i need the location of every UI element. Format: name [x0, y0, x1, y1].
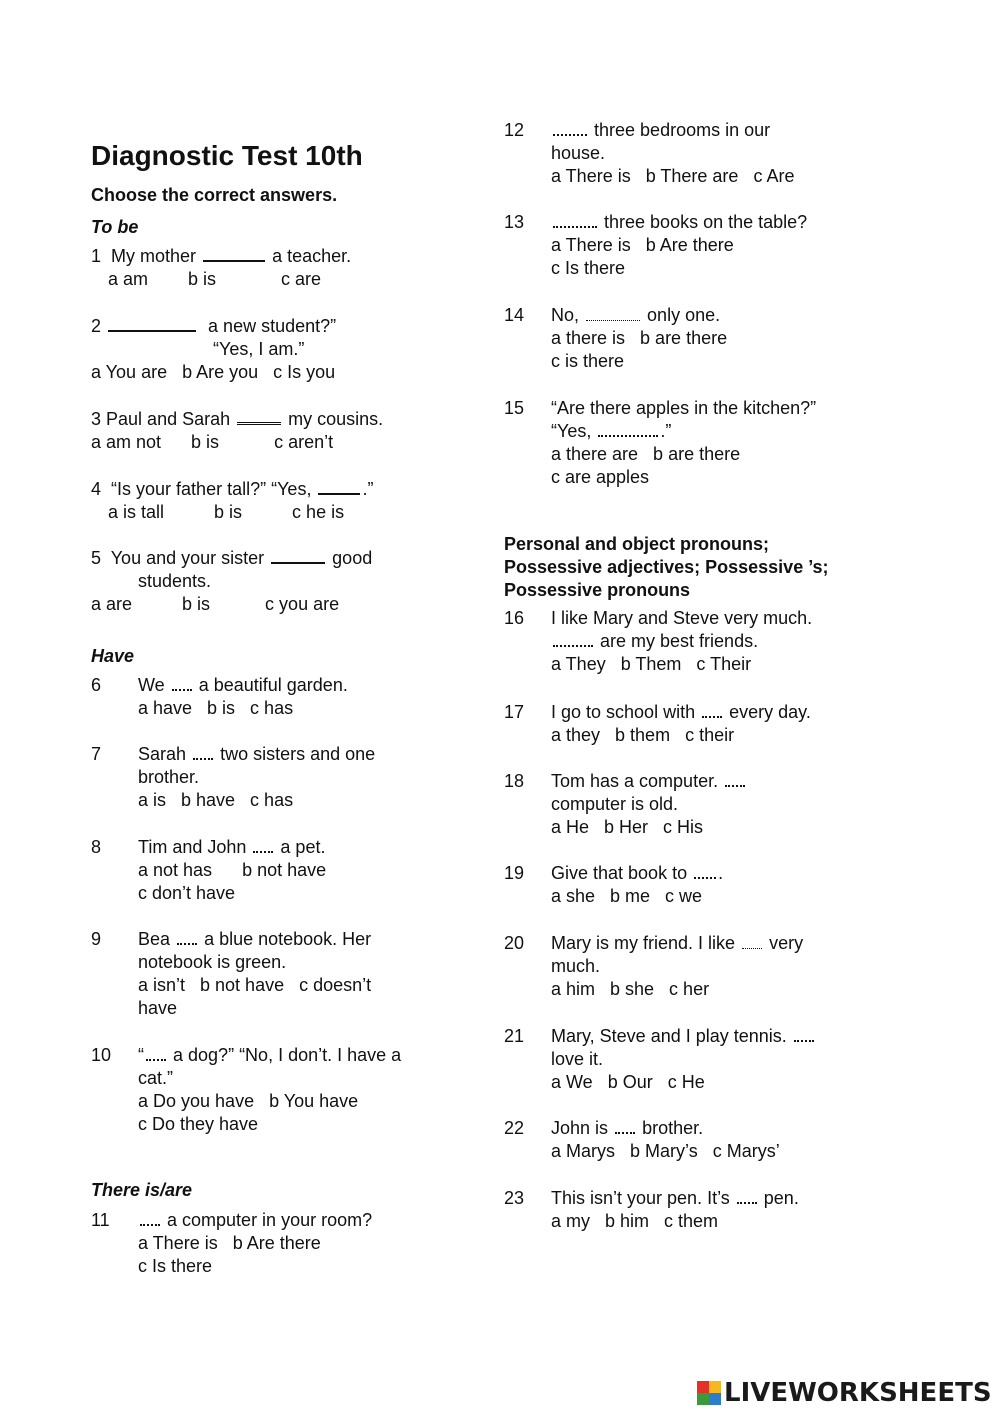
question-11: 11 a computer in your room? a There is b Are there c Is there: [91, 1210, 373, 1276]
answer-options[interactable]: a There is b Are there: [551, 235, 734, 255]
answer-blank[interactable]: [586, 319, 640, 321]
question-22: 22 John is brother. a Marys b Mary’s c Marys’: [504, 1118, 780, 1161]
answer-options[interactable]: c don’t have: [138, 883, 236, 903]
question-21: 21 Mary, Steve and I play tennis. love it. a We b Our c He: [504, 1025, 924, 1094]
page-title: Diagnostic Test 10th: [91, 140, 363, 171]
answer-options[interactable]: have: [138, 998, 178, 1018]
answer-options[interactable]: c is there: [551, 351, 625, 371]
answer-options[interactable]: a isn’t b not have c doesn’t: [138, 975, 372, 995]
answer-options[interactable]: a They b Them c Their: [551, 654, 752, 674]
answer-blank[interactable]: [694, 876, 716, 879]
question-6: 6 We a beautiful garden. a have b is c has: [91, 675, 348, 718]
answer-options[interactable]: c Is there: [138, 1256, 213, 1276]
answer-blank[interactable]: [193, 757, 213, 760]
answer-options[interactable]: a not has b not have: [138, 860, 327, 880]
answer-options[interactable]: a am b is c are: [108, 269, 322, 289]
question-10: 10 “ a dog?” “No, I don’t. I have a cat.” a Do you have b You have c Do they have: [91, 1045, 402, 1134]
answer-options[interactable]: a Do you have b You have: [138, 1091, 359, 1111]
answer-options[interactable]: a You are b Are you c Is you: [91, 362, 336, 382]
question-7: 7 Sarah two sisters and one brother. a is b have c has: [91, 744, 376, 810]
answer-options[interactable]: a We b Our c He: [551, 1072, 705, 1092]
question-20: 20 Mary is my friend. I like very much. a him b she c her: [504, 933, 804, 999]
answer-blank[interactable]: [598, 434, 658, 437]
answer-blank[interactable]: [172, 688, 192, 691]
answer-options[interactable]: a my b him c them: [551, 1211, 719, 1231]
answer-blank[interactable]: [108, 329, 196, 332]
liveworksheets-logo[interactable]: [697, 1376, 992, 1410]
answer-blank[interactable]: [615, 1131, 635, 1134]
answer-options[interactable]: c Is there: [551, 258, 626, 278]
question-1: 1 My mother a teacher. a am b is c are: [91, 245, 471, 291]
question-2: 2 a new student?” “Yes, I am.” a You are b Are you c Is you: [91, 315, 471, 384]
answer-options[interactable]: a have b is c has: [138, 698, 294, 718]
answer-blank[interactable]: [177, 942, 197, 945]
section-heading-pronouns: Personal and object pronouns; Possessive adjectives; Possessive ’s; Possessive pronouns: [504, 534, 829, 600]
answer-blank[interactable]: [553, 644, 593, 647]
answer-blank[interactable]: [203, 259, 265, 262]
question-4: 4 “Is your father tall?” “Yes, .” a is tall b is c he is: [91, 478, 471, 524]
question-9: 9 Bea a blue notebook. Her notebook is green. a isn’t b not have c doesn’t have: [91, 929, 372, 1018]
question-12: 12 three bedrooms in our house. a There is b There are c Are: [504, 120, 795, 186]
question-3: 3 Paul and Sarah my cousins. a am not b is c aren’t: [91, 408, 471, 454]
answer-options[interactable]: a There is b Are there: [138, 1233, 321, 1253]
answer-options[interactable]: a they b them c their: [551, 725, 735, 745]
answer-options[interactable]: a is b have c has: [138, 790, 294, 810]
answer-options[interactable]: c Do they have: [138, 1114, 259, 1134]
answer-blank[interactable]: [725, 784, 745, 787]
question-19: 19 Give that book to . a she b me c we: [504, 863, 724, 906]
logo-text: LIVEWORKSHEETS: [724, 1378, 992, 1408]
answer-blank[interactable]: [140, 1223, 160, 1226]
answer-options[interactable]: a is tall b is c he is: [108, 502, 345, 522]
answer-options[interactable]: a He b Her c His: [551, 817, 704, 837]
question-13: 13 three books on the table? a There is b Are there c Is there: [504, 212, 808, 278]
question-16: 16 I like Mary and Steve very much. are my best friends. a They b Them c Their: [504, 608, 813, 674]
question-8: 8 Tim and John a pet. a not has b not have c don’t have: [91, 837, 327, 903]
answer-options[interactable]: a Marys b Mary’s c Marys’: [551, 1141, 780, 1161]
question-18: 18 Tom has a computer. computer is old. a He b Her c His: [504, 770, 924, 839]
answer-options[interactable]: a are b is c you are: [91, 594, 340, 614]
answer-options[interactable]: a am not b is c aren’t: [91, 432, 334, 452]
answer-options[interactable]: a there is b are there: [551, 328, 728, 348]
question-15: 15 “Are there apples in the kitchen?” “Yes, .” a there are b are there c are apples: [504, 398, 817, 487]
answer-options[interactable]: a there are b are there: [551, 444, 741, 464]
question-14: 14 No, only one. a there is b are there c is there: [504, 305, 728, 371]
answer-blank[interactable]: [737, 1201, 757, 1204]
answer-blank[interactable]: [237, 421, 281, 425]
question-17: 17 I go to school with every day. a they b them c their: [504, 702, 811, 745]
question-23: 23 This isn’t your pen. It’s pen. a my b him c them: [504, 1188, 799, 1231]
answer-blank[interactable]: [794, 1039, 814, 1042]
answer-blank[interactable]: [553, 225, 597, 228]
answer-blank[interactable]: [253, 850, 273, 853]
answer-blank[interactable]: [318, 492, 360, 495]
answer-blank[interactable]: [702, 715, 722, 718]
instructions: Choose the correct answers.: [91, 185, 338, 205]
section-heading-have: Have: [91, 646, 135, 666]
question-5: 5 You and your sister good students. a are b is c you are: [91, 547, 471, 616]
section-heading-to-be: To be: [91, 217, 139, 237]
logo-badge-icon: [697, 1381, 721, 1405]
answer-options[interactable]: a she b me c we: [551, 886, 703, 906]
answer-blank[interactable]: [271, 561, 325, 564]
answer-blank[interactable]: [742, 947, 762, 949]
section-heading-there-is: There is/are: [91, 1180, 193, 1200]
answer-options[interactable]: a him b she c her: [551, 979, 710, 999]
answer-options[interactable]: c are apples: [551, 467, 650, 487]
answer-blank[interactable]: [146, 1058, 166, 1061]
answer-options[interactable]: a There is b There are c Are: [551, 166, 795, 186]
answer-blank[interactable]: [553, 133, 587, 136]
